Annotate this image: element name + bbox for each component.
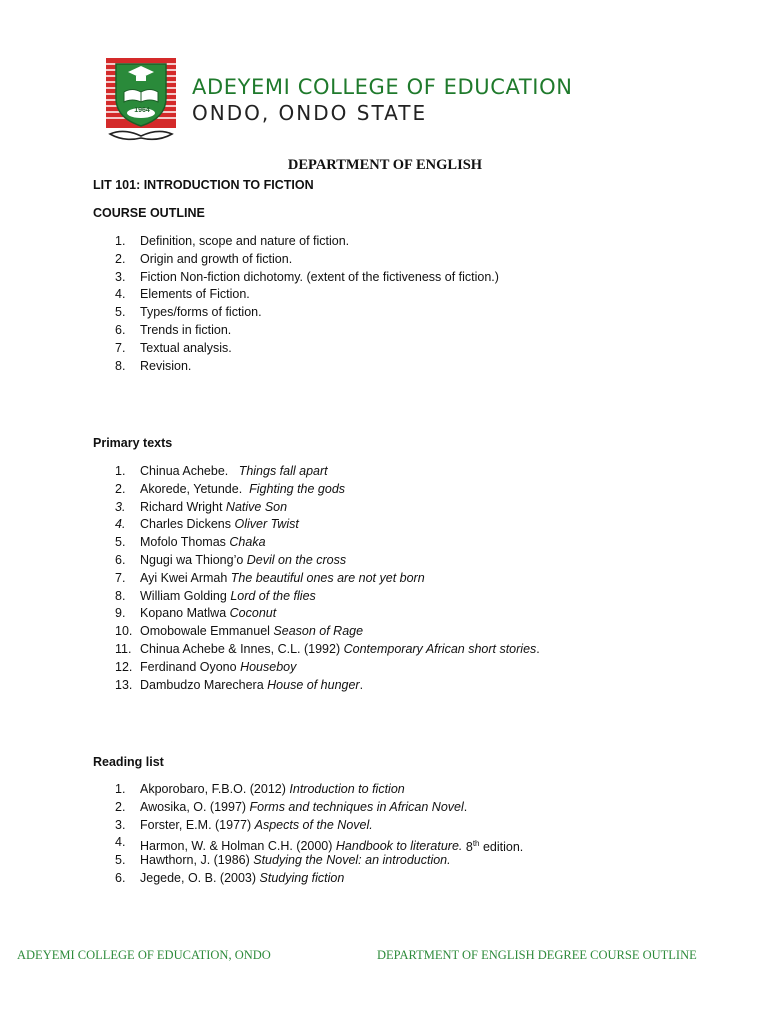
author: Akporobaro, F.B.O. (2012) xyxy=(140,782,290,796)
author: Ayi Kwei Armah xyxy=(140,570,231,585)
book-title: Things fall apart xyxy=(238,464,328,478)
book-title: Devil on the cross xyxy=(246,552,347,567)
author: Jegede, O. B. (2003) xyxy=(140,870,260,885)
book-title: Native Son xyxy=(225,499,288,514)
book-title: Fighting the gods xyxy=(249,481,346,496)
author: Hawthorn, J. (1986) xyxy=(140,853,254,868)
book-title: Season of Rage xyxy=(273,624,364,639)
author: Harmon, W. & Holman C.H. (2000) xyxy=(140,839,336,854)
primary-texts-heading: Primary texts xyxy=(93,436,173,450)
book-title: Introduction to fiction xyxy=(289,782,405,796)
author: Awosika, O. (1997) xyxy=(140,799,250,814)
department-title: DEPARTMENT OF ENGLISH xyxy=(287,157,483,173)
footer-department: DEPARTMENT OF ENGLISH DEGREE COURSE OUTLINE xyxy=(377,948,697,962)
course-outline-heading: COURSE OUTLINE xyxy=(93,206,205,220)
author: Akorede, Yetunde. xyxy=(140,481,250,496)
book-title: Coconut xyxy=(229,606,277,621)
book-title: Contemporary African short stories xyxy=(343,641,537,656)
author: Ferdinand Oyono xyxy=(140,659,241,674)
author: Kopano Matlwa xyxy=(140,606,230,621)
reading-list-heading: Reading list xyxy=(93,755,164,769)
book-title: Studying the Novel: an introduction. xyxy=(253,853,451,868)
college-location: ONDO, ONDO STATE xyxy=(192,101,428,125)
college-logo xyxy=(104,52,184,146)
book-title: Studying fiction xyxy=(259,870,345,885)
book-title: Oliver Twist xyxy=(234,517,299,532)
college-name: ADEYEMI COLLEGE OF EDUCATION xyxy=(192,75,573,99)
logo-year: 1964 xyxy=(134,107,150,114)
book-title: Houseboy xyxy=(240,659,297,674)
book-title: Lord of the flies xyxy=(230,588,316,603)
author: Mofolo Thomas xyxy=(140,535,230,550)
book-title: Handbook to literature. xyxy=(335,839,463,854)
course-title: LIT 101: INTRODUCTION TO FICTION xyxy=(93,178,314,192)
book-title: Aspects of the Novel. xyxy=(254,817,373,832)
book-title: Chaka xyxy=(229,535,266,550)
author: Forster, E.M. (1977) xyxy=(140,817,255,832)
footer-college: ADEYEMI COLLEGE OF EDUCATION, ONDO xyxy=(17,948,271,962)
book-title: Forms and techniques in African Novel xyxy=(249,799,464,814)
author: Chinua Achebe. xyxy=(140,464,239,478)
author: William Golding xyxy=(140,588,231,603)
author: Omobowale Emmanuel xyxy=(140,624,274,639)
author: Ngugi wa Thiong’o xyxy=(140,552,247,567)
author: Chinua Achebe & Innes, C.L. (1992) xyxy=(140,641,344,656)
author: Dambudzo Marechera xyxy=(140,677,268,692)
book-title: House of hunger xyxy=(267,677,360,692)
book-title: The beautiful ones are not yet born xyxy=(230,570,425,585)
author: Charles Dickens xyxy=(140,517,235,532)
author: Richard Wright xyxy=(140,499,226,514)
